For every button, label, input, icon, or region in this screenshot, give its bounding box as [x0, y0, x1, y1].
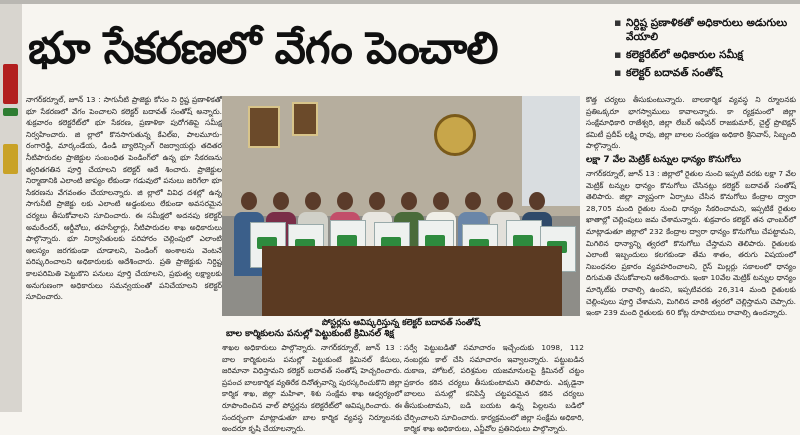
adjacent-image-fragment	[3, 144, 18, 174]
desk	[262, 246, 562, 316]
article-body-text: నాగర్‌కర్నూల్, జూన్ 13 : జిల్లాలో రైతుల నుంచి ఇప్పటి వరకు లక్షా 7 వేల మెట్రిక్ టన్నుల ధాన్యం కొనుగోలు చేసినట్లు కలెక్టర్ బదావత్ సంతోష్ తెలిపారు. జిల్లా వ్యాప్తంగా ఏర్పాటు చేసిన కొనుగోలు కేంద్రాల ద్వారా 28,705 మంది రైతుల నుంచి ధాన్యం సేకరించామని, ఇప్పటికే రైతుల ఖాతాల్లో చెల్లింపులు జమ చేశామన్నారు. శుక్రవారం కలెక్టర్ తన ఛాంబర్‌లో మాట్లాడుతూ జిల్లాలో 232 కేంద్రాల ద్వారా ధాన్యం కొనుగోలు చేపట్టామని, మిగిలిన ధాన్యాన్ని త్వరలో కొనుగోలు చేస్తామని తెలిపారు. రైతులకు ఎలాంటి ఇబ్బందులు కలగకుండా తేమ శాతం, తరుగు విషయంలో నిబంధనల ప్రకారం వ్యవహరించాలని, రైస్ మిల్లర్లు సకాలంలో ధాన్యం దిగుమతి చేసుకోవాలని ఆదేశించారు. ఇంకా 10వేల మెట్రిక్ టన్నుల ధాన్యం మార్కెట్‌కు రావాల్సి ఉందని, ఇప్పటివరకు 26,314 మంది రైతులకు చెల్లింపులు పూర్తి చేశామని, మిగిలిన వారికి త్వరలో చెల్లిస్తామని చెప్పారు. ఇంకా 239 మంది రైతులకు 60 కోట్ల రూపాయలు రావాల్సి ఉందన్నారు.	[586, 169, 796, 318]
bullet-icon: ▪	[614, 16, 622, 29]
article-column-left	[26, 94, 222, 412]
headline: భూ సేకరణలో వేగం పెంచాలి	[28, 23, 498, 74]
article-body-text: నాగర్‌కర్నూల్, జూన్ 13 : సాగునీటి ప్రాజెక్టు కోసం ని ర్దిష్ట ప్రణాళికతో భూ సేకరణలో వేగం పెంచాలని కలెక్టర్ బదావత్ సంతోష్ అన్నారు. శుక్రవారం కలెక్టరేట్‌లో భూ సేకరణ, ప్రణాళికా పురోగతిపై సమీక్ష నిర్వహించారు. జి ల్లాలో కొనసాగుతున్న కేఎల్ఐ, పాలమూరు-రంగారెడ్డి, మార్కండేయ, డిండి బ్యాలెన్సింగ్ రిజర్వాయర్లు తదితర నీటిపారుదల ప్రాజెక్టుల సంబంధిత పెండింగ్‌లో ఉన్న భూ సేకరణను త్వరితగతిన పూర్తి చేయాలని కలెక్టర్ ఆదే శించారు. ప్రాజెక్టుల నిర్మాణానికి ఎలాంటి జాప్యం లేకుండా గడువులో పనులు జరిగేలా భూ సేకరణను వేగవంతం చేయాలన్నారు. జి ల్లాలో వివిధ దశల్లో ఉన్న సాగునీటి ప్రాజెక్టు లకు ఎలాంటి అడ్డంకులు లేకుండా అవసరమైన చర్యలు తీసుకోవాలని సూచించారు. ఈ సమీక్షలో అదనపు కలెక్టర్ అమరేందర్, ఆర్డీవోలు, తహసీల్దార్లు, నీటిపారుదల శాఖ అధికారులు పాల్గొన్నారు. భూ నిర్వాసితులకు పరిహారం చెల్లింపులో ఎలాంటి ఆలస్యం జరగకుండా చూడాలని, పెండింగ్ అంశాలను వెంటనే పరిష్కరించాలని అధికారులకు ఆదేశించారు. ప్రతి ప్రాజెక్టుకు నిర్దిష్ట కాలపరిమితి పెట్టుకొని పనులు పూర్తి చేయాలని, ప్రభుత్వ లక్ష్యాలకు అనుగుణంగా అధికారులు సమన్వయంతో పనిచేయాలని కలెక్టర్ సూచించారు.	[26, 95, 222, 302]
bullet-icon: ▪	[614, 66, 622, 79]
adjacent-image-fragment	[3, 108, 18, 116]
article-column-bottom-left	[222, 342, 402, 434]
article-column-right	[586, 168, 796, 412]
news-photo	[222, 96, 580, 316]
subpoint-text: కలెక్టర్ బదావత్ సంతోష్	[626, 67, 723, 79]
subpoint-list	[612, 16, 798, 84]
sub-article-headline: బాల కార్మికులను పనుల్లో పెట్టుకుంటే క్రిమినల్ శిక్ష	[226, 329, 394, 339]
bullet-icon: ▪	[614, 48, 622, 61]
subpoint-item	[612, 48, 798, 62]
article-body-text: కొత్త చర్యలు తీసుకుంటున్నారు. బాలకార్మిక వ్యవస్థ ని ర్మూలనకు ప్రతిఒక్కరూ భాగస్వాములు కావాలన్నారు. కా ర్యక్రమంలో జిల్లా సంక్షేమాధికారి రాజేశ్వరి, జిల్లా లేబర్ ఆఫీసర్ రాజకుమార్, చైల్డ్ ప్రొటెక్షన్ కమిటీ ప్రదీప్ లక్ష్మి రావు, జిల్లా బాలల సంరక్షణ అధికారి శ్రీనివాస్, సిబ్బంది పాల్గొన్నారు.	[586, 95, 796, 151]
sub-article-headline: లక్షా 7 వేల మెట్రిక్ టన్నుల ధాన్యం కొనుగోలు	[586, 155, 741, 165]
article-column-bottom-middle	[404, 342, 584, 434]
adjacent-page-edge	[0, 4, 22, 412]
subpoint-text: కలెక్టరేట్‌లో అధికారుల సమీక్ష	[626, 49, 744, 61]
article-column-right-top	[586, 94, 796, 152]
article-body-text: సర్వే పెట్టుబడితో సమాచారం ఇచ్చేందుకు 1098, 112 నంబర్లకు కాల్ చేసి సమాచారం ఇవ్వాలన్నారు. పట్టుబడిన దుకాణ, హోటల్, పరిశ్రమల యజమానులపై క్రిమినల్ చట్టం ప్రకారం కఠిన చర్యలు తీసుకుంటామని తెలిపారు. ఎక్కడైనా బాలలు పనుల్లో కనిపిస్తే చట్టపరమైన కఠిన చర్యలు తీసుకుంటామని, బడి బయట ఉన్న పిల్లలను బడిలో చేర్పించాలని సూచించారు. కార్యక్రమంలో జిల్లా సంక్షేమ అధికారి, కార్మిక శాఖ అధికారులు, ఎన్జీవోల ప్రతినిధులు పాల్గొన్నారు.	[404, 343, 584, 434]
subpoint-text: నిర్దిష్ట ప్రణాళికతో అధికారులు అడుగులు వేయాలి	[626, 17, 788, 43]
adjacent-image-fragment	[3, 64, 18, 104]
subpoint-item	[612, 66, 798, 80]
portrait-frame	[292, 102, 318, 136]
article-body-text: శాఖల అధికారులు పాల్గొన్నారు. నాగర్‌కర్నూల్, జూన్ 13 : బాల కార్మికులను పనుల్లో పెట్టుకుంటే క్రిమినల్ కేసులు, జరిమానా విధిస్తామని కలెక్టర్ బదావత్ సంతోష్ హెచ్చరించారు. ప్రపంచ బాలకార్మిక వ్యతిరేక దినోత్సవాన్ని పురస్కరించుకొని జిల్లా కార్మిక శాఖ, జిల్లా మహిళా, శిశు సంక్షేమ శాఖ ఆధ్వర్యంలో రూపొందించిన వాల్ పోస్టర్లను కలెక్టరేట్‌లో ఆవిష్కరించారు. ఈ సందర్భంగా మాట్లాడుతూ బాల కార్మిక వ్యవస్థ నిర్మూలనకు అందరూ కృషి చేయాలన్నారు.	[222, 343, 402, 434]
photo-caption: పోస్టర్లను ఆవిష్కరిస్తున్న కలెక్టర్ బదావత్ సంతోష్	[321, 318, 481, 328]
top-page-strip	[0, 0, 800, 4]
subpoint-item	[612, 16, 798, 44]
